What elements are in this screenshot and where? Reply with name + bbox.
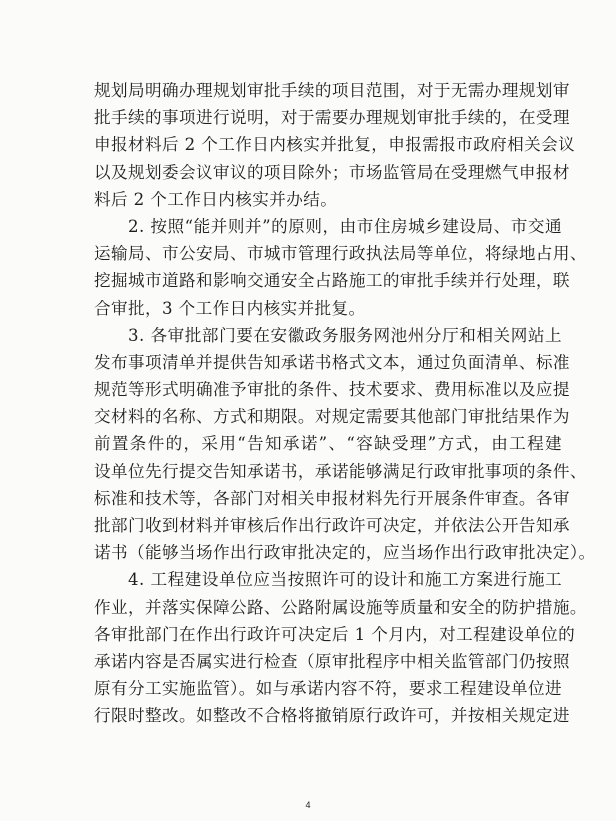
text-line: 承诺内容是否属实进行检查（原审批程序中相关监管部门仍按照 bbox=[94, 651, 570, 671]
text-line: 作业，并落实保障公路、公路附属设施等质量和安全的防护措施。 bbox=[94, 597, 587, 617]
text-line: 前置条件的，采用“告知承诺”、“容缺受理”方式，由工程建 bbox=[94, 434, 562, 454]
text-line: 诺书（能够当场作出行政审批决定的，应当场作出行政审批决定）。 bbox=[94, 543, 596, 563]
paragraph bbox=[94, 322, 596, 567]
text-line: 交材料的名称、方式和期限。对规定需要其他部门审批结果作为 bbox=[94, 407, 570, 427]
text-line: 合审批，3 个工作日内核实并批复。 bbox=[94, 298, 366, 318]
text-line: 3. 各审批部门要在安徽政务服务网池州分厅和相关网站上 bbox=[128, 325, 562, 345]
text-line: 4. 工程建设单位应当按照许可的设计和施工方案进行施工 bbox=[128, 570, 562, 590]
text-line: 以及规划委会议审议的项目除外；市场监管局在受理燃气申报材 bbox=[94, 162, 570, 182]
text-line: 原有分工实施监管）。如与承诺内容不符，要求工程建设单位进 bbox=[94, 679, 562, 699]
page-number: 4 bbox=[305, 800, 311, 810]
text-line: 申报材料后 2 个工作日内核实并批复，申报需报市政府相关会议 bbox=[94, 135, 576, 155]
document-body bbox=[94, 77, 596, 730]
text-line: 批手续的事项进行说明，对于需要办理规划审批手续的，在受理 bbox=[94, 108, 570, 128]
paragraph bbox=[94, 77, 576, 213]
text-line: 规范等形式明确准予审批的条件、技术要求、费用标准以及应提 bbox=[94, 380, 570, 400]
text-line: 2. 按照“能并则并”的原则，由市住房城乡建设局、市交通 bbox=[128, 216, 562, 236]
text-line: 规划局明确办理规划审批手续的项目范围，对于无需办理规划审 bbox=[94, 81, 570, 100]
text-line: 运输局、市公安局、市城市管理行政执法局等单位，将绿地占用、 bbox=[94, 244, 587, 264]
text-line: 挖掘城市道路和影响交通安全占路施工的审批手续并行处理，联 bbox=[94, 271, 570, 291]
paragraph bbox=[94, 213, 587, 322]
text-line: 发布事项清单并提供告知承诺书格式文本，通过负面清单、标准 bbox=[94, 352, 570, 372]
text-line: 标准和技术等，各部门对相关申报材料先行开展条件审查。各审 bbox=[94, 488, 570, 508]
text-line: 批部门收到材料并审核后作出行政许可决定，并依法公开告知承 bbox=[94, 516, 570, 535]
text-line: 料后 2 个工作日内核实并办结。 bbox=[94, 189, 338, 209]
text-line: 各审批部门在作出行政许可决定后 1 个月内，对工程建设单位的 bbox=[94, 624, 576, 644]
paragraph bbox=[94, 566, 587, 729]
text-line: 设单位先行提交告知承诺书，承诺能够满足行政审批事项的条件、 bbox=[94, 461, 587, 481]
text-line: 行限时整改。如整改不合格将撤销原行政许可，并按相关规定进 bbox=[94, 706, 570, 726]
